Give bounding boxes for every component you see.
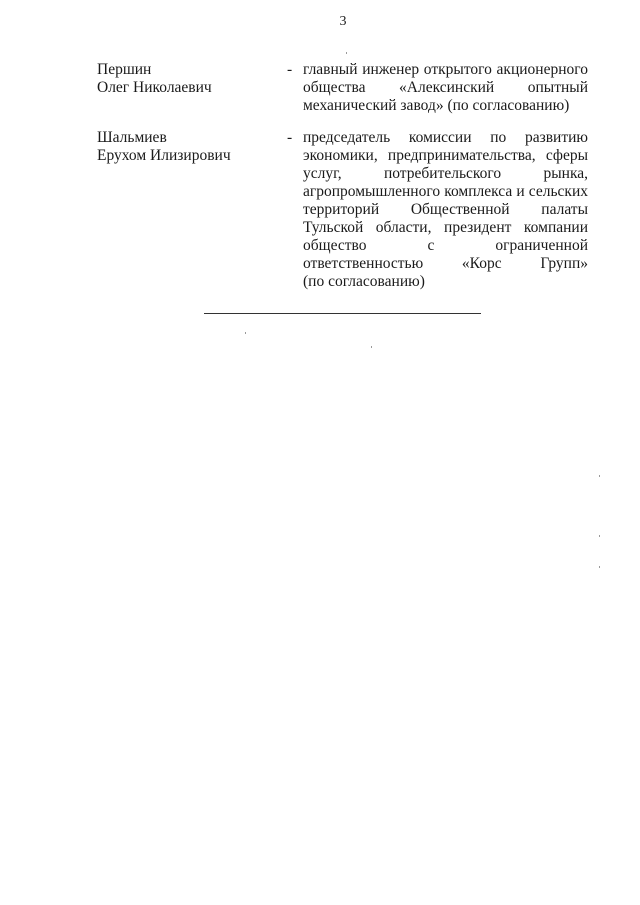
member-given-names: Ерухом Илизирович xyxy=(97,147,231,164)
description-line: общества «Алексинский опытный xyxy=(303,79,588,96)
entry-dash: - xyxy=(287,129,293,146)
scan-speck xyxy=(599,566,600,568)
description-line: экономики, предпринимательства, сферы xyxy=(303,147,588,164)
description-line: агропромышленного комплекса и сельских xyxy=(303,183,588,200)
member-surname: Шальмиев xyxy=(97,129,167,146)
member-name xyxy=(97,129,277,165)
scan-speck xyxy=(599,535,600,537)
member-description xyxy=(303,61,588,115)
scan-speck xyxy=(371,346,372,348)
member-surname: Першин xyxy=(97,61,152,78)
description-line: Тульской области, президент компании xyxy=(303,219,588,236)
member-given-names: Олег Николаевич xyxy=(97,79,212,96)
scan-speck xyxy=(346,52,347,54)
description-line: общество с ограниченной xyxy=(303,237,588,254)
scan-speck xyxy=(599,475,600,477)
description-line: механический завод» (по согласованию) xyxy=(303,97,570,114)
description-line: председатель комиссии по развитию xyxy=(303,129,588,146)
description-line: услуг, потребительского рынка, xyxy=(303,165,588,182)
description-line: главный инженер открытого акционерного xyxy=(303,61,588,78)
scan-speck xyxy=(245,332,246,334)
entry-dash: - xyxy=(287,61,293,78)
member-description xyxy=(303,129,588,291)
description-line: территорий Общественной палаты xyxy=(303,201,588,218)
description-line: ответственностью «Корс Групп» xyxy=(303,255,588,272)
description-line: (по согласованию) xyxy=(303,273,425,290)
member-name xyxy=(97,61,277,97)
page-number: 3 xyxy=(339,14,347,29)
closing-horizontal-rule xyxy=(204,313,481,314)
